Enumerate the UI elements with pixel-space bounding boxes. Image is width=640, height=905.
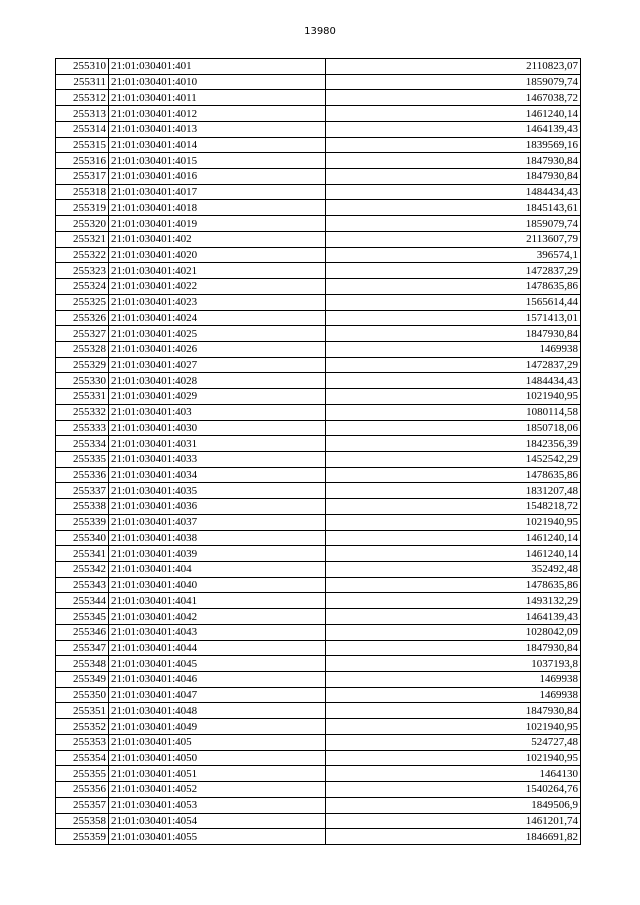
- cadastral-value-cell: 1846691,82: [326, 829, 581, 845]
- cadastral-number-cell: 21:01:030401:4025: [109, 326, 326, 342]
- table-row: [56, 813, 581, 829]
- cadastral-number-cell: 21:01:030401:4026: [109, 341, 326, 357]
- table-row: [56, 451, 581, 467]
- row-number-cell: 255321: [56, 231, 109, 247]
- table-row: [56, 593, 581, 609]
- cadastral-value-cell: 1540264,76: [326, 782, 581, 798]
- cadastral-value-cell: 1849506,9: [326, 797, 581, 813]
- row-number-cell: 255340: [56, 530, 109, 546]
- table-row: [56, 373, 581, 389]
- row-number-cell: 255314: [56, 121, 109, 137]
- cadastral-number-cell: 21:01:030401:4044: [109, 640, 326, 656]
- row-number-cell: 255341: [56, 546, 109, 562]
- row-number-cell: 255355: [56, 766, 109, 782]
- row-number-cell: 255347: [56, 640, 109, 656]
- table-row: [56, 294, 581, 310]
- cadastral-number-cell: 21:01:030401:4037: [109, 514, 326, 530]
- row-number-cell: 255336: [56, 467, 109, 483]
- cadastral-number-cell: 21:01:030401:4042: [109, 609, 326, 625]
- table-row: [56, 577, 581, 593]
- cadastral-value-cell: 1478635,86: [326, 279, 581, 295]
- cadastral-number-cell: 21:01:030401:4023: [109, 294, 326, 310]
- cadastral-value-cell: 1037193,8: [326, 656, 581, 672]
- table-row: [56, 703, 581, 719]
- cadastral-value-cell: 1484434,43: [326, 373, 581, 389]
- row-number-cell: 255345: [56, 609, 109, 625]
- row-number-cell: 255348: [56, 656, 109, 672]
- cadastral-number-cell: 21:01:030401:4028: [109, 373, 326, 389]
- row-number-cell: 255319: [56, 200, 109, 216]
- table-row: [56, 279, 581, 295]
- cadastral-number-cell: 21:01:030401:4019: [109, 216, 326, 232]
- row-number-cell: 255339: [56, 514, 109, 530]
- table-row: [56, 782, 581, 798]
- cadastral-value-cell: 524727,48: [326, 734, 581, 750]
- cadastral-number-cell: 21:01:030401:4050: [109, 750, 326, 766]
- cadastral-number-cell: 21:01:030401:4045: [109, 656, 326, 672]
- table-row: [56, 200, 581, 216]
- cadastral-number-cell: 21:01:030401:4013: [109, 121, 326, 137]
- cadastral-number-cell: 21:01:030401:4054: [109, 813, 326, 829]
- table-row: [56, 656, 581, 672]
- cadastral-value-cell: 1461201,74: [326, 813, 581, 829]
- cadastral-number-cell: 21:01:030401:403: [109, 404, 326, 420]
- row-number-cell: 255346: [56, 624, 109, 640]
- cadastral-number-cell: 21:01:030401:4012: [109, 106, 326, 122]
- table-row: [56, 90, 581, 106]
- row-number-cell: 255353: [56, 734, 109, 750]
- cadastral-value-cell: 1021940,95: [326, 514, 581, 530]
- table-row: [56, 624, 581, 640]
- row-number-cell: 255351: [56, 703, 109, 719]
- cadastral-value-cell: 1847930,84: [326, 640, 581, 656]
- cadastral-value-cell: 1021940,95: [326, 750, 581, 766]
- table-row: [56, 499, 581, 515]
- table-row: [56, 687, 581, 703]
- row-number-cell: 255329: [56, 357, 109, 373]
- row-number-cell: 255330: [56, 373, 109, 389]
- cadastral-value-cell: 1831207,48: [326, 483, 581, 499]
- row-number-cell: 255342: [56, 562, 109, 578]
- cadastral-number-cell: 21:01:030401:4038: [109, 530, 326, 546]
- row-number-cell: 255354: [56, 750, 109, 766]
- table-row: [56, 609, 581, 625]
- cadastral-value-cell: 1493132,29: [326, 593, 581, 609]
- table-row: [56, 137, 581, 153]
- cadastral-value-cell: 1469938: [326, 341, 581, 357]
- row-number-cell: 255324: [56, 279, 109, 295]
- cadastral-value-cell: 1472837,29: [326, 357, 581, 373]
- table-row: [56, 719, 581, 735]
- table-row: [56, 483, 581, 499]
- table-row: [56, 829, 581, 845]
- cadastral-value-cell: 1478635,86: [326, 577, 581, 593]
- row-number-cell: 255313: [56, 106, 109, 122]
- cadastral-value-cell: 1484434,43: [326, 184, 581, 200]
- cadastral-value-cell: 1478635,86: [326, 467, 581, 483]
- cadastral-value-cell: 1461240,14: [326, 106, 581, 122]
- cadastral-value-cell: 1847930,84: [326, 169, 581, 185]
- cadastral-number-cell: 21:01:030401:4035: [109, 483, 326, 499]
- cadastral-number-cell: 21:01:030401:4052: [109, 782, 326, 798]
- row-number-cell: 255333: [56, 420, 109, 436]
- table-row: [56, 121, 581, 137]
- cadastral-number-cell: 21:01:030401:4036: [109, 499, 326, 515]
- row-number-cell: 255344: [56, 593, 109, 609]
- row-number-cell: 255312: [56, 90, 109, 106]
- table-row: [56, 184, 581, 200]
- cadastral-number-cell: 21:01:030401:404: [109, 562, 326, 578]
- row-number-cell: 255325: [56, 294, 109, 310]
- cadastral-value-cell: 1461240,14: [326, 530, 581, 546]
- row-number-cell: 255358: [56, 813, 109, 829]
- cadastral-value-cell: 1469938: [326, 687, 581, 703]
- table-row: [56, 562, 581, 578]
- cadastral-value-cell: 1464139,43: [326, 609, 581, 625]
- cadastral-number-cell: 21:01:030401:4051: [109, 766, 326, 782]
- cadastral-number-cell: 21:01:030401:4021: [109, 263, 326, 279]
- cadastral-number-cell: 21:01:030401:4047: [109, 687, 326, 703]
- table-row: [56, 389, 581, 405]
- cadastral-value-cell: 1464130: [326, 766, 581, 782]
- table-row: [56, 797, 581, 813]
- cadastral-value-cell: 1850718,06: [326, 420, 581, 436]
- row-number-cell: 255352: [56, 719, 109, 735]
- cadastral-number-cell: 21:01:030401:4049: [109, 719, 326, 735]
- cadastral-number-cell: 21:01:030401:4027: [109, 357, 326, 373]
- row-number-cell: 255343: [56, 577, 109, 593]
- table-row: [56, 263, 581, 279]
- table-row: [56, 216, 581, 232]
- cadastral-value-cell: 1839569,16: [326, 137, 581, 153]
- table-row: [56, 546, 581, 562]
- cadastral-number-cell: 21:01:030401:4055: [109, 829, 326, 845]
- table-body: [56, 59, 581, 845]
- cadastral-number-cell: 21:01:030401:4015: [109, 153, 326, 169]
- row-number-cell: 255311: [56, 74, 109, 90]
- cadastral-number-cell: 21:01:030401:4046: [109, 672, 326, 688]
- row-number-cell: 255331: [56, 389, 109, 405]
- cadastral-value-cell: 1464139,43: [326, 121, 581, 137]
- cadastral-value-cell: 2110823,07: [326, 59, 581, 75]
- row-number-cell: 255323: [56, 263, 109, 279]
- cadastral-number-cell: 21:01:030401:4016: [109, 169, 326, 185]
- cadastral-number-cell: 21:01:030401:4031: [109, 436, 326, 452]
- cadastral-value-cell: 1080114,58: [326, 404, 581, 420]
- cadastral-value-cell: 1021940,95: [326, 719, 581, 735]
- cadastral-number-cell: 21:01:030401:402: [109, 231, 326, 247]
- cadastral-number-cell: 21:01:030401:4040: [109, 577, 326, 593]
- cadastral-value-cell: 1469938: [326, 672, 581, 688]
- cadastral-value-cell: 1571413,01: [326, 310, 581, 326]
- cadastral-number-cell: 21:01:030401:4011: [109, 90, 326, 106]
- cadastral-number-cell: 21:01:030401:4053: [109, 797, 326, 813]
- table-row: [56, 766, 581, 782]
- table-row: [56, 530, 581, 546]
- row-number-cell: 255326: [56, 310, 109, 326]
- cadastral-value-cell: 1548218,72: [326, 499, 581, 515]
- cadastral-value-cell: 1472837,29: [326, 263, 581, 279]
- row-number-cell: 255316: [56, 153, 109, 169]
- row-number-cell: 255334: [56, 436, 109, 452]
- cadastral-value-cell: 1842356,39: [326, 436, 581, 452]
- table-row: [56, 310, 581, 326]
- table-row: [56, 672, 581, 688]
- table-row: [56, 169, 581, 185]
- table-row: [56, 640, 581, 656]
- cadastral-number-cell: 21:01:030401:4030: [109, 420, 326, 436]
- row-number-cell: 255335: [56, 451, 109, 467]
- table-row: [56, 106, 581, 122]
- row-number-cell: 255310: [56, 59, 109, 75]
- table-row: [56, 341, 581, 357]
- row-number-cell: 255322: [56, 247, 109, 263]
- table-row: [56, 74, 581, 90]
- cadastral-number-cell: 21:01:030401:4010: [109, 74, 326, 90]
- cadastral-number-cell: 21:01:030401:4033: [109, 451, 326, 467]
- cadastral-value-cell: 1859079,74: [326, 74, 581, 90]
- table-row: [56, 750, 581, 766]
- table-row: [56, 153, 581, 169]
- cadastral-number-cell: 21:01:030401:4034: [109, 467, 326, 483]
- row-number-cell: 255320: [56, 216, 109, 232]
- row-number-cell: 255357: [56, 797, 109, 813]
- cadastral-value-cell: 1565614,44: [326, 294, 581, 310]
- table-row: [56, 514, 581, 530]
- cadastral-number-cell: 21:01:030401:4017: [109, 184, 326, 200]
- cadastral-value-table: [55, 58, 581, 845]
- table-row: [56, 467, 581, 483]
- row-number-cell: 255356: [56, 782, 109, 798]
- cadastral-value-cell: 352492,48: [326, 562, 581, 578]
- cadastral-number-cell: 21:01:030401:405: [109, 734, 326, 750]
- cadastral-value-cell: 1021940,95: [326, 389, 581, 405]
- row-number-cell: 255359: [56, 829, 109, 845]
- row-number-cell: 255332: [56, 404, 109, 420]
- row-number-cell: 255328: [56, 341, 109, 357]
- row-number-cell: 255315: [56, 137, 109, 153]
- cadastral-number-cell: 21:01:030401:4048: [109, 703, 326, 719]
- table-row: [56, 436, 581, 452]
- row-number-cell: 255318: [56, 184, 109, 200]
- cadastral-number-cell: 21:01:030401:4029: [109, 389, 326, 405]
- cadastral-number-cell: 21:01:030401:4022: [109, 279, 326, 295]
- cadastral-number-cell: 21:01:030401:4018: [109, 200, 326, 216]
- row-number-cell: 255317: [56, 169, 109, 185]
- row-number-cell: 255350: [56, 687, 109, 703]
- cadastral-number-cell: 21:01:030401:4039: [109, 546, 326, 562]
- page-number: 13980: [304, 26, 336, 37]
- cadastral-number-cell: 21:01:030401:4041: [109, 593, 326, 609]
- cadastral-number-cell: 21:01:030401:4014: [109, 137, 326, 153]
- cadastral-value-cell: 1028042,09: [326, 624, 581, 640]
- table-row: [56, 404, 581, 420]
- row-number-cell: 255337: [56, 483, 109, 499]
- cadastral-number-cell: 21:01:030401:4043: [109, 624, 326, 640]
- table-row: [56, 326, 581, 342]
- table-row: [56, 420, 581, 436]
- cadastral-number-cell: 21:01:030401:401: [109, 59, 326, 75]
- row-number-cell: 255349: [56, 672, 109, 688]
- table-row: [56, 231, 581, 247]
- row-number-cell: 255327: [56, 326, 109, 342]
- cadastral-number-cell: 21:01:030401:4020: [109, 247, 326, 263]
- cadastral-value-cell: 1461240,14: [326, 546, 581, 562]
- cadastral-value-cell: 1845143,61: [326, 200, 581, 216]
- cadastral-value-cell: 396574,1: [326, 247, 581, 263]
- cadastral-value-cell: 1847930,84: [326, 153, 581, 169]
- cadastral-value-cell: 1847930,84: [326, 703, 581, 719]
- cadastral-value-cell: 1847930,84: [326, 326, 581, 342]
- cadastral-value-cell: 2113607,79: [326, 231, 581, 247]
- table-row: [56, 734, 581, 750]
- cadastral-number-cell: 21:01:030401:4024: [109, 310, 326, 326]
- cadastral-value-cell: 1452542,29: [326, 451, 581, 467]
- row-number-cell: 255338: [56, 499, 109, 515]
- table-row: [56, 247, 581, 263]
- cadastral-value-cell: 1859079,74: [326, 216, 581, 232]
- cadastral-value-cell: 1467038,72: [326, 90, 581, 106]
- table-row: [56, 59, 581, 75]
- table-row: [56, 357, 581, 373]
